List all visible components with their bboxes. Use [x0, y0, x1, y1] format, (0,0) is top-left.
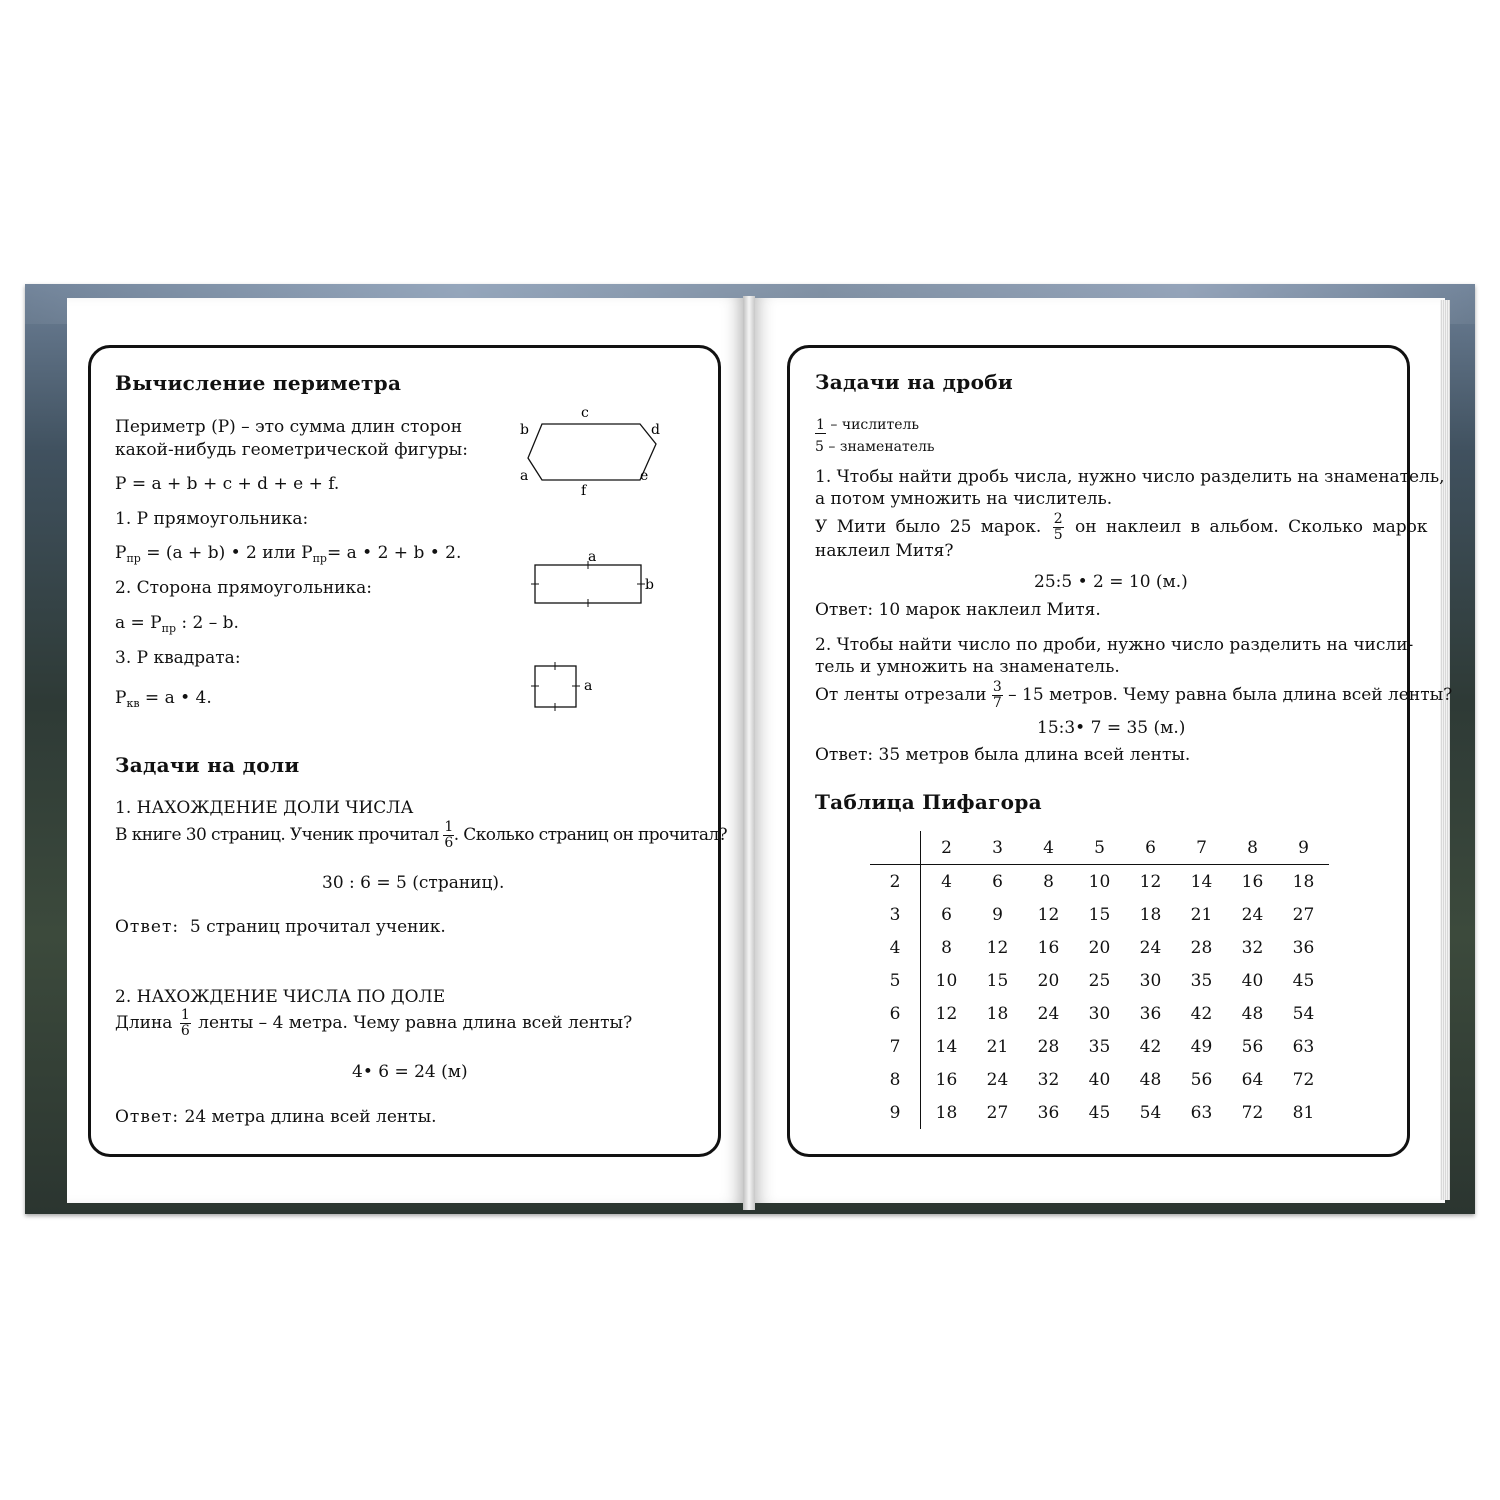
shares-task2-answer: Ответ: 24 метра длина всей ленты.	[115, 1107, 437, 1127]
table-row	[870, 1063, 1329, 1096]
table-cell: 12	[1139, 871, 1162, 892]
shares-title: Задачи на доли	[115, 753, 300, 777]
fractions-rule1-line2: а потом умножить на числитель.	[815, 489, 1113, 509]
table-cell: 63	[1190, 1102, 1213, 1123]
pythagoras-table	[870, 831, 1329, 1129]
table-cell: 42	[1190, 1003, 1213, 1024]
table-cell: 12	[986, 937, 1009, 958]
book-spine	[743, 296, 755, 1210]
table-cell: 10	[1088, 871, 1111, 892]
hexagon-diagram	[510, 400, 670, 500]
table-cell: 54	[1139, 1102, 1162, 1123]
perimeter-item-square: 3. Р квадрата:	[115, 648, 241, 668]
pythagoras-title: Таблица Пифагора	[815, 790, 1042, 814]
fraction: $\frac{3}{7}$	[992, 679, 1002, 711]
table-cell: 18	[986, 1003, 1009, 1024]
table-cell: 35	[1088, 1036, 1111, 1057]
table-cell: 24	[1241, 904, 1264, 925]
table-cell: 48	[1139, 1069, 1162, 1090]
table-row	[870, 898, 1329, 931]
table-cell: 15	[1088, 904, 1111, 925]
table-cell: 40	[1088, 1069, 1111, 1090]
table-row	[870, 997, 1329, 1030]
table-cell: 72	[1292, 1069, 1315, 1090]
fractions-rule2-line2: тель и умножить на знаменатель.	[815, 657, 1120, 677]
table-cell: 64	[1241, 1069, 1264, 1090]
table-cell: 18	[935, 1102, 958, 1123]
table-row-header: 2	[870, 865, 921, 899]
table-row-header: 6	[870, 997, 921, 1030]
fractions-example1-answer: Ответ: 10 марок наклеил Митя.	[815, 600, 1101, 620]
fractions-example1-text: У Мити было 25 марок. $\frac{2}{5}$ он наклеил в альбом. Сколько марок	[815, 511, 1428, 543]
shares-task1-calc: 30 : 6 = 5 (страниц).	[322, 873, 505, 893]
fractions-example1-line2: наклеил Митя?	[815, 541, 954, 561]
rectangle-perimeter-formula: $Р_{пр} = (a + b)$ • 2 или $Р_{пр}= a$ • 2 + b • 2.	[115, 543, 462, 565]
table-cell: 54	[1292, 1003, 1315, 1024]
table-cell: 36	[1139, 1003, 1162, 1024]
fractions-example2-answer: Ответ: 35 метров была длина всей ленты.	[815, 745, 1191, 765]
table-cell: 14	[1190, 871, 1213, 892]
table-row	[870, 931, 1329, 964]
fractions-example2-calc: 15:3• 7 = 35 (м.)	[1037, 718, 1186, 738]
fraction: $\frac{2}{5}$	[1053, 511, 1063, 543]
table-cell: 42	[1139, 1036, 1162, 1057]
square-diagram	[530, 660, 610, 720]
table-row	[870, 865, 1329, 899]
table-row-header: 5	[870, 964, 921, 997]
table-cell: 16	[1037, 937, 1060, 958]
rectangle-diagram	[530, 545, 670, 615]
table-cell: 24	[986, 1069, 1009, 1090]
table-cell: 35	[1190, 970, 1213, 991]
table-cell: 40	[1241, 970, 1264, 991]
table-cell: 16	[935, 1069, 958, 1090]
table-cell: 36	[1037, 1102, 1060, 1123]
table-cell: 15	[986, 970, 1009, 991]
page-edges	[1440, 300, 1450, 1200]
table-corner-cell	[870, 831, 921, 865]
table-column-header: 9	[1278, 831, 1329, 865]
perimeter-item-rectangle: 1. Р прямоугольника:	[115, 509, 309, 529]
table-column-header: 8	[1227, 831, 1278, 865]
fraction: $\frac{1}{6}$	[180, 1007, 190, 1039]
table-cell: 20	[1037, 970, 1060, 991]
table-cell: 18	[1139, 904, 1162, 925]
table-cell: 72	[1241, 1102, 1264, 1123]
table-column-header: 5	[1074, 831, 1125, 865]
shares-task2-calc: 4• 6 = 24 (м)	[352, 1062, 468, 1082]
hexagon-label-d: d	[651, 422, 660, 438]
shares-task1-answer: Ответ: 5 страниц прочитал ученик.	[115, 917, 446, 937]
table-row-header: 3	[870, 898, 921, 931]
table-cell: 81	[1292, 1102, 1315, 1123]
fractions-rule2-line1: 2. Чтобы найти число по дроби, нужно число разделить на числи-	[815, 635, 1414, 655]
table-cell: 45	[1088, 1102, 1111, 1123]
table-cell: 9	[992, 904, 1003, 925]
table-cell: 32	[1241, 937, 1264, 958]
square-perimeter-formula: $Р_{кв} = a$ • 4.	[115, 688, 212, 710]
table-cell: 4	[941, 871, 952, 892]
shares-task2-text: Длина $\frac{1}{6}$ ленты – 4 метра. Чему равна длина всей ленты?	[115, 1007, 633, 1039]
table-cell: 12	[935, 1003, 958, 1024]
table-cell: 30	[1088, 1003, 1111, 1024]
table-cell: 48	[1241, 1003, 1264, 1024]
hexagon-label-e: e	[640, 468, 649, 484]
perimeter-formula: Р = a + b + c + d + e + f.	[115, 474, 340, 494]
table-cell: 24	[1139, 937, 1162, 958]
numerator-definition: 1 – числитель	[816, 417, 920, 433]
table-cell: 45	[1292, 970, 1315, 991]
table-cell: 6	[941, 904, 952, 925]
table-header-row	[870, 831, 1329, 865]
table-row-header: 7	[870, 1030, 921, 1063]
rectangle-label-a: a	[588, 549, 597, 565]
table-column-header: 2	[921, 831, 973, 865]
table-cell: 21	[986, 1036, 1009, 1057]
table-cell: 25	[1088, 970, 1111, 991]
fractions-rule1-line1: 1. Чтобы найти дробь числа, нужно число разделить на знаменатель,	[815, 467, 1445, 487]
table-cell: 12	[1037, 904, 1060, 925]
table-cell: 28	[1037, 1036, 1060, 1057]
table-row	[870, 1096, 1329, 1129]
table-cell: 28	[1190, 937, 1213, 958]
hexagon-label-a: a	[520, 468, 529, 484]
table-row-header: 8	[870, 1063, 921, 1096]
table-cell: 63	[1292, 1036, 1315, 1057]
hexagon-label-b: b	[520, 422, 529, 438]
table-cell: 20	[1088, 937, 1111, 958]
shares-task2-title: 2. НАХОЖДЕНИЕ ЧИСЛА ПО ДОЛЕ	[115, 987, 446, 1007]
table-row-header: 4	[870, 931, 921, 964]
fractions-example1-calc: 25:5 • 2 = 10 (м.)	[1034, 572, 1188, 592]
table-cell: 56	[1190, 1069, 1213, 1090]
table-column-header: 3	[972, 831, 1023, 865]
table-cell: 32	[1037, 1069, 1060, 1090]
table-cell: 6	[992, 871, 1003, 892]
table-column-header: 4	[1023, 831, 1074, 865]
hexagon-label-c: c	[581, 405, 589, 421]
fractions-title: Задачи на дроби	[815, 370, 1013, 394]
table-cell: 30	[1139, 970, 1162, 991]
table-cell: 56	[1241, 1036, 1264, 1057]
table-row	[870, 1030, 1329, 1063]
table-cell: 16	[1241, 871, 1264, 892]
table-cell: 27	[986, 1102, 1009, 1123]
table-cell: 8	[1043, 871, 1054, 892]
table-cell: 10	[935, 970, 958, 991]
perimeter-definition-line2: какой-нибудь геометрической фигуры:	[115, 440, 468, 460]
perimeter-definition-line1: Периметр (Р) – это сумма длин сторон	[115, 417, 463, 437]
table-cell: 24	[1037, 1003, 1060, 1024]
table-cell: 49	[1190, 1036, 1213, 1057]
table-column-header: 7	[1176, 831, 1227, 865]
table-column-header: 6	[1125, 831, 1176, 865]
table-cell: 18	[1292, 871, 1315, 892]
perimeter-title: Вычисление периметра	[115, 371, 402, 395]
shares-task1-text: В книге 30 страниц. Ученик прочитал $\frac{1}{6}$ . Сколько страниц он прочитал?	[115, 819, 728, 851]
fraction: $\frac{1}{6}$	[444, 819, 453, 851]
shares-task1-title: 1. НАХОЖДЕНИЕ ДОЛИ ЧИСЛА	[115, 798, 414, 818]
perimeter-item-rectangle-side: 2. Сторона прямоугольника:	[115, 578, 373, 598]
table-cell: 8	[941, 937, 952, 958]
table-cell: 21	[1190, 904, 1213, 925]
rectangle-label-b: b	[645, 577, 654, 593]
square-label-a: a	[584, 678, 593, 694]
denominator-definition: 5 – знаменатель	[815, 439, 935, 455]
table-cell: 36	[1292, 937, 1315, 958]
table-cell: 27	[1292, 904, 1315, 925]
rectangle-side-formula: $a = Р_{пр}$ : 2 – b.	[115, 613, 239, 635]
table-cell: 14	[935, 1036, 958, 1057]
table-row-header: 9	[870, 1096, 921, 1129]
fractions-example2-text: От ленты отрезали $\frac{3}{7}$ – 15 метров. Чему равна была длина всей ленты?	[815, 679, 1453, 711]
hexagon-label-f: f	[581, 483, 587, 499]
table-row	[870, 964, 1329, 997]
